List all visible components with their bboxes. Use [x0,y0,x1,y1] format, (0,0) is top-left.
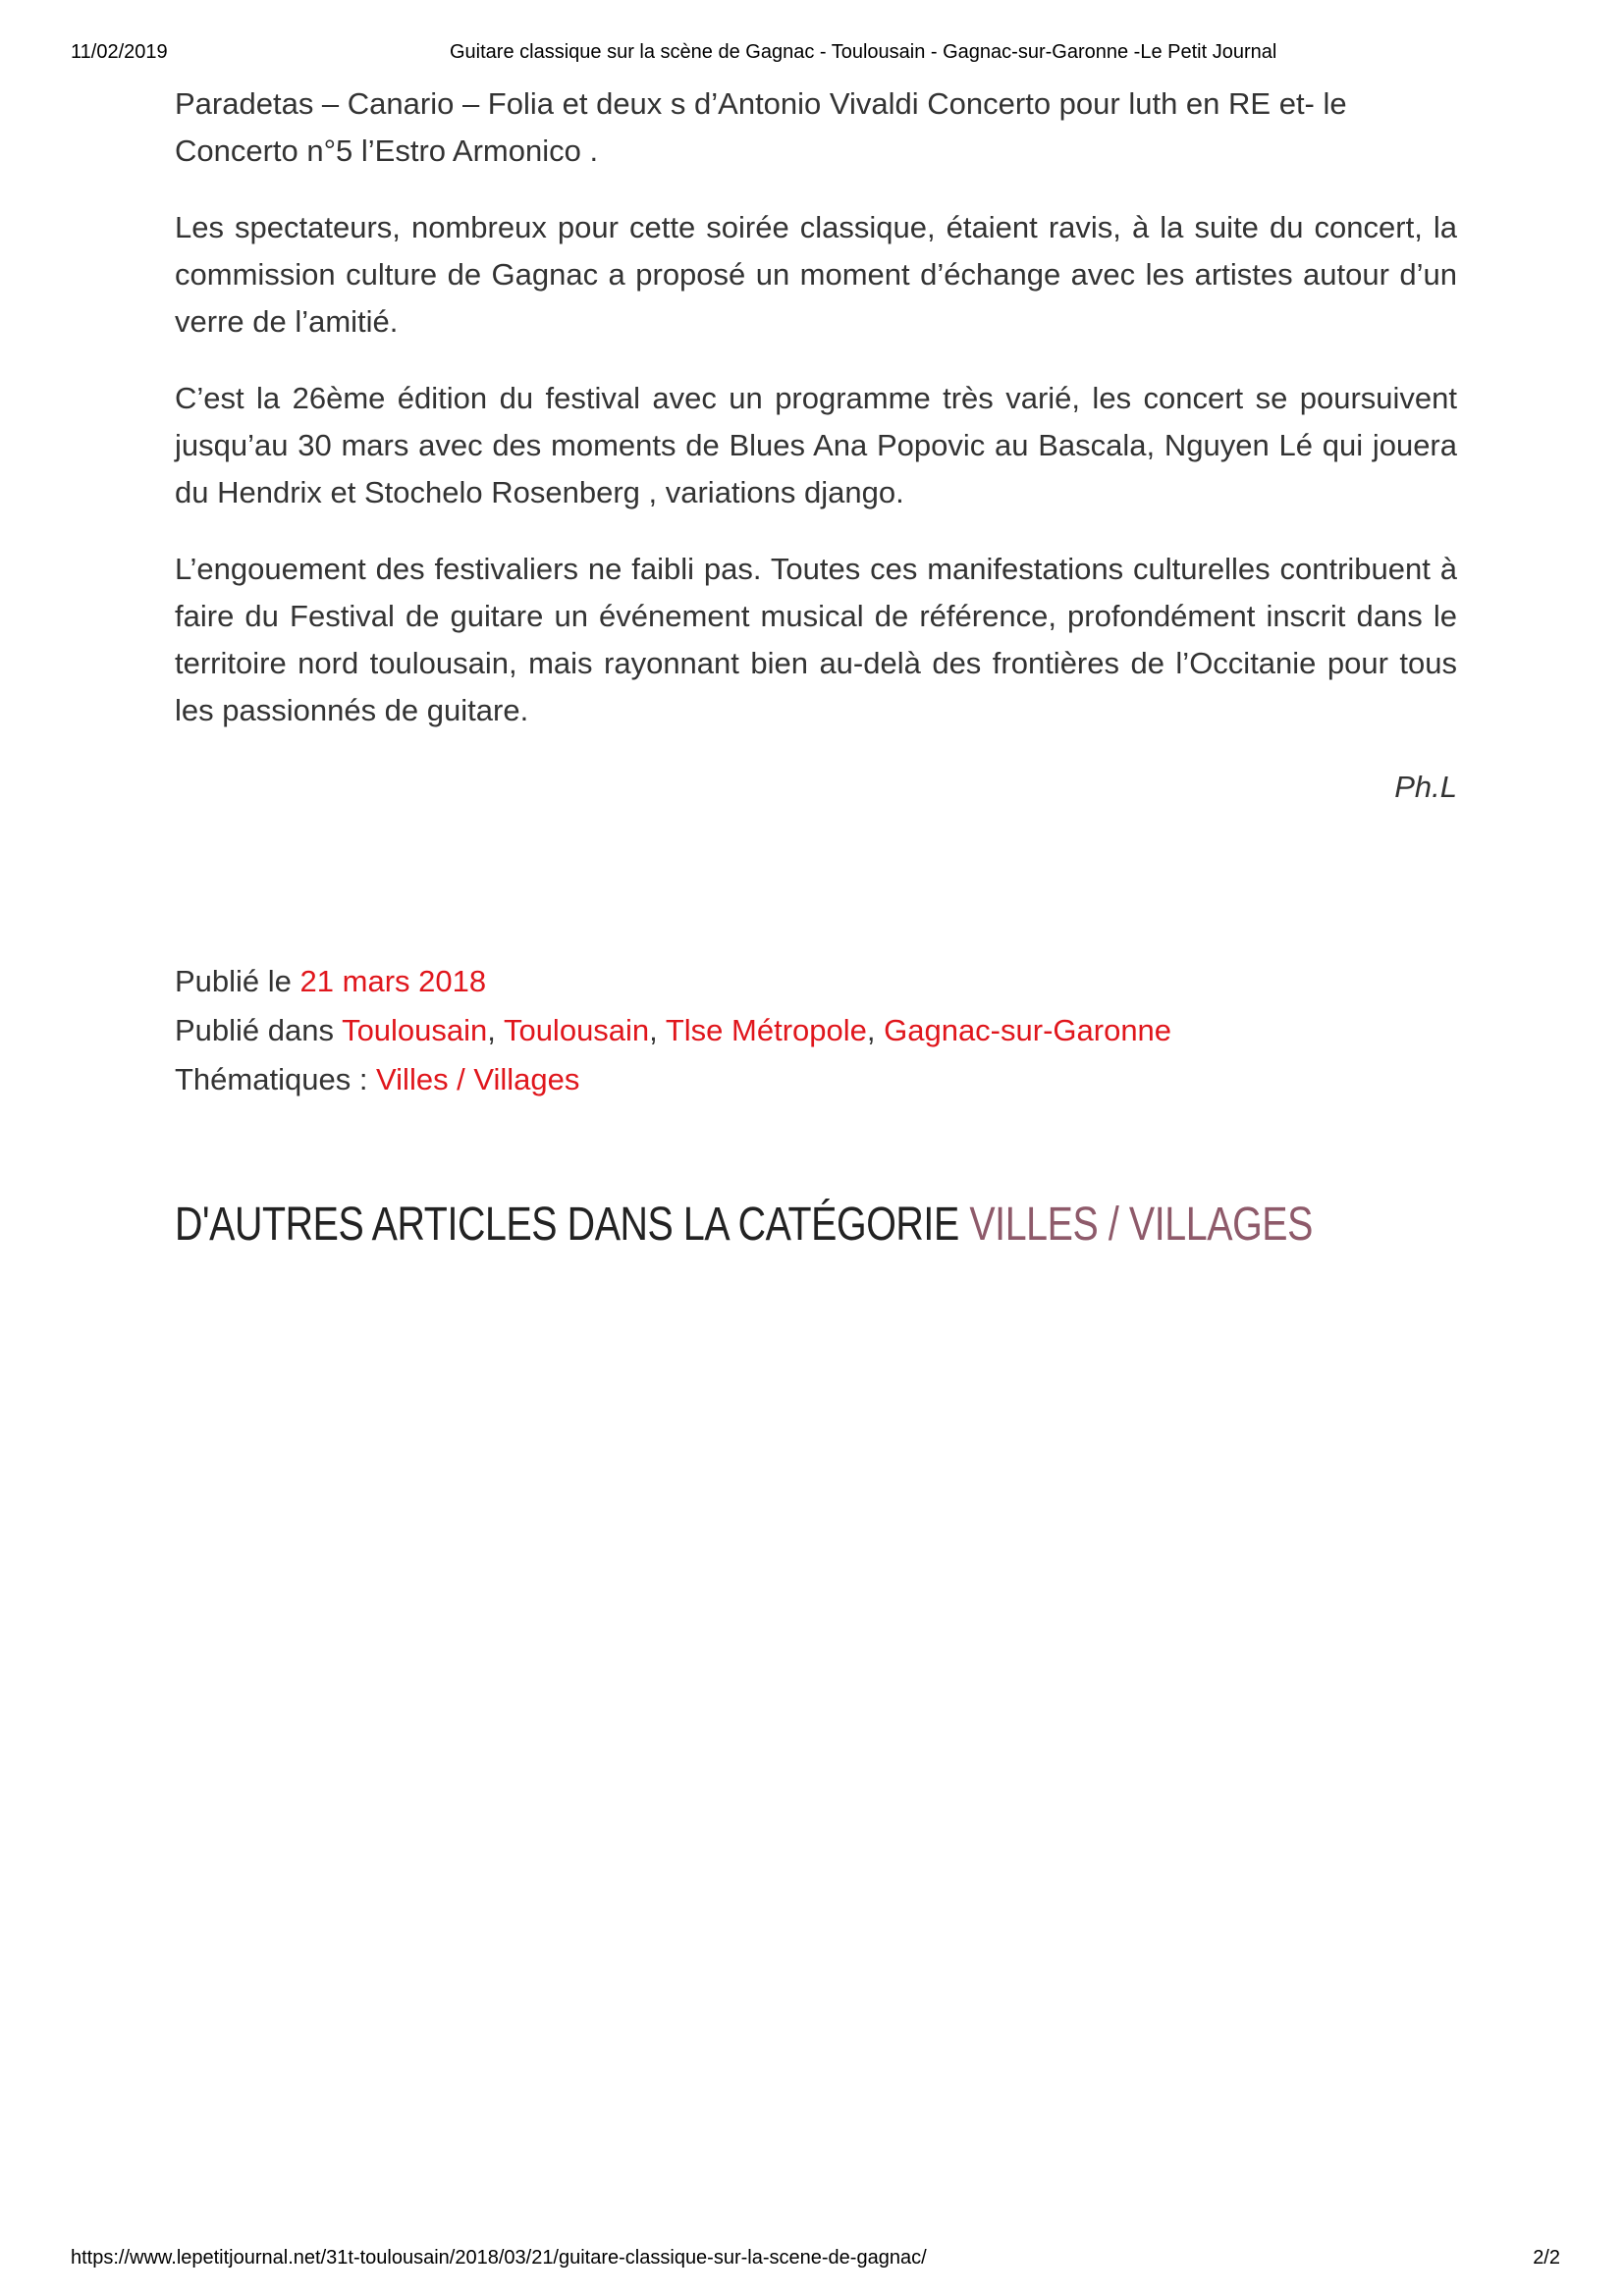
related-articles-heading [175,1198,1313,1252]
article-paragraph: L’engouement des festivaliers ne faibli pas. Toutes ces manifestations culturelles contribuent à faire du Festival de guitare un événement musical de référence, profondément inscrit dans le territoire nord toulousain, mais rayonnant bien au-delà des frontières de l’Occitanie pour tous les passionnés de guitare. [175,552,1457,727]
article-paragraph: Paradetas – Canario – Folia et deux s d’Antonio Vivaldi Concerto pour luth en RE et- le Concerto n°5 l’Estro Armonico . [175,86,1347,168]
category-link-tlse-metropole[interactable]: Tlse Métropole [665,1013,867,1047]
category-link-toulousain-2[interactable]: Toulousain [503,1013,650,1047]
article-meta [175,957,1171,1104]
category-link-toulousain[interactable]: Toulousain [342,1013,488,1047]
article-paragraph: C’est la 26ème édition du festival avec un programme très varié, les concert se poursuivent jusqu’au 30 mars avec des moments de Blues Ana Popovic au Bascala, Nguyen Lé qui jouera du Hendrix et Stochelo Rosenberg , variations django. [175,381,1457,509]
author-signature: Ph.L [1394,770,1457,804]
themes-line [175,1055,1171,1104]
category-link-gagnac[interactable]: Gagnac-sur-Garonne [884,1013,1172,1047]
article-paragraph: Les spectateurs, nombreux pour cette soirée classique, étaient ravis, à la suite du concert, la commission culture de Gagnac a proposé un moment d’échange avec les artistes autour d’un verre de l’amitié. [175,210,1457,339]
published-date-link[interactable]: 21 mars 2018 [299,964,487,998]
published-in-line [175,1006,1171,1055]
theme-link[interactable]: Villes / Villages [376,1062,580,1096]
published-label: Publié le [175,964,300,998]
related-category-link[interactable]: VILLES / VILLAGES [969,1199,1313,1251]
themes-label: Thématiques : [175,1062,377,1096]
related-heading-text: D'AUTRES ARTICLES DANS LA CATÉGORIE [175,1199,970,1251]
print-page-title: Guitare classique sur la scène de Gagnac - Toulousain - Gagnac-sur-Garonne -Le Petit Journal [450,41,1277,63]
separator: , [866,1013,885,1047]
published-date-line [175,957,1171,1006]
print-url: https://www.lepetitjournal.net/31t-toulousain/2018/03/21/guitare-classique-sur-la-scene-de-gagnac/ [71,2247,927,2269]
separator: , [649,1013,666,1047]
print-date: 11/02/2019 [71,41,168,63]
published-in-label: Publié dans [175,1013,343,1047]
separator: , [487,1013,504,1047]
print-page-number: 2/2 [1533,2247,1560,2269]
article-body [175,80,1457,811]
